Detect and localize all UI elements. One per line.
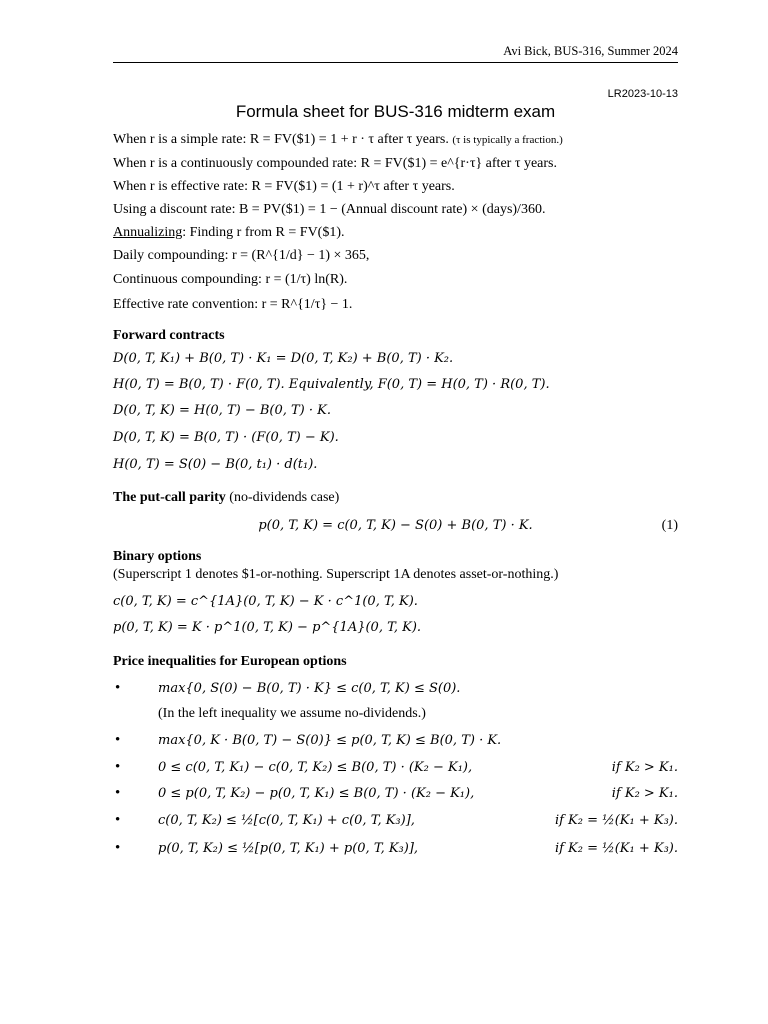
page-title: Formula sheet for BUS-316 midterm exam <box>235 102 556 121</box>
simple-rate-line <box>113 131 678 149</box>
putcall-heading-note: (no-dividends case) <box>225 490 340 505</box>
simple-rate-text: When r is a simple rate: R = FV($1) = 1 + r · τ after τ years. <box>113 132 449 147</box>
bullet: • <box>115 840 121 856</box>
putcall-heading: The put-call parity <box>113 490 226 505</box>
annualizing-rest: : Finding r from R = FV($1). <box>182 225 345 240</box>
daily-compounding-line: Daily compounding: r = (R^{1/d} − 1) × 365, <box>113 248 370 263</box>
equation-number: (1) <box>661 518 678 533</box>
binary-eq-2: p(0, T, K) = K · p^1(0, T, K) − p^{1A}(0, T, K). <box>113 620 422 635</box>
bullet: • <box>115 680 121 696</box>
binary-eq-1: c(0, T, K) = c^{1A}(0, T, K) − K · c^1(0, T, K). <box>113 594 418 609</box>
binary-note: (Superscript 1 denotes $1-or-nothing. Superscript 1A denotes asset-or-nothing.) <box>113 567 559 582</box>
inequality-text: 0 ≤ p(0, T, K₂) − p(0, T, K₁) ≤ B(0, T) · (K₂ − K₁), <box>158 786 475 801</box>
inequalities-heading: Price inequalities for European options <box>113 654 347 669</box>
inequality-condition: if K₂ = ½(K₁ + K₃). <box>554 813 678 828</box>
forward-eq-3: D(0, T, K) = H(0, T) − B(0, T) · K. <box>113 403 331 418</box>
forward-eq-1: D(0, T, K₁) + B(0, T) · K₁ = D(0, T, K₂) + B(0, T) · K₂. <box>113 351 454 366</box>
inequality-condition: if K₂ > K₁. <box>611 786 678 801</box>
simple-rate-note: (τ is typically a fraction.) <box>452 134 563 146</box>
effective-convention-line: Effective rate convention: r = R^{1/τ} − 1. <box>113 297 353 312</box>
forward-eq-2: H(0, T) = B(0, T) · F(0, T). Equivalently, F(0, T) = H(0, T) · R(0, T). <box>113 377 550 392</box>
inequality-condition: if K₂ > K₁. <box>611 760 678 775</box>
inequality-text: c(0, T, K₂) ≤ ½[c(0, T, K₁) + c(0, T, K₃)], <box>158 813 415 828</box>
page-header-text: Avi Bick, BUS-316, Summer 2024 <box>503 44 678 58</box>
forward-eq-4: D(0, T, K) = B(0, T) · (F(0, T) − K). <box>113 430 339 445</box>
continuous-compounding-line: Continuous compounding: r = (1/τ) ln(R). <box>113 272 348 287</box>
putcall-heading-line <box>113 489 678 507</box>
bullet: • <box>115 812 121 828</box>
effective-rate-line: When r is effective rate: R = FV($1) = (1 + r)^τ after τ years. <box>113 179 455 194</box>
inequality-text: p(0, T, K₂) ≤ ½[p(0, T, K₁) + p(0, T, K₃)], <box>158 841 419 856</box>
forward-heading: Forward contracts <box>113 328 225 343</box>
inequality-text: 0 ≤ c(0, T, K₁) − c(0, T, K₂) ≤ B(0, T) · (K₂ − K₁), <box>158 760 473 775</box>
inequality-condition: if K₂ = ½(K₁ + K₃). <box>554 841 678 856</box>
discount-rate-line: Using a discount rate: B = PV($1) = 1 − (Annual discount rate) × (days)/360. <box>113 202 546 217</box>
annualizing-label: Annualizing <box>113 225 183 240</box>
forward-eq-5: H(0, T) = S(0) − B(0, t₁) · d(t₁). <box>113 457 318 472</box>
continuous-rate-line: When r is a continuously compounded rate: R = FV($1) = e^{r·τ} after τ years. <box>113 156 557 171</box>
header-rule <box>113 62 678 63</box>
inequality-text: max{0, K · B(0, T) − S(0)} ≤ p(0, T, K) ≤ B(0, T) · K. <box>158 733 502 748</box>
inequality-text: max{0, S(0) − B(0, T) · K} ≤ c(0, T, K) ≤ S(0). <box>158 681 461 696</box>
no-dividends-note: (In the left inequality we assume no-dividends.) <box>158 706 426 721</box>
putcall-equation-line <box>113 517 678 535</box>
putcall-equation: p(0, T, K) = c(0, T, K) − S(0) + B(0, T) · K. <box>258 518 533 533</box>
bullet: • <box>115 785 121 801</box>
binary-heading: Binary options <box>113 549 202 564</box>
bullet: • <box>115 759 121 775</box>
bullet: • <box>115 732 121 748</box>
annualizing-line <box>113 224 678 242</box>
document-id: LR2023-10-13 <box>607 88 678 100</box>
